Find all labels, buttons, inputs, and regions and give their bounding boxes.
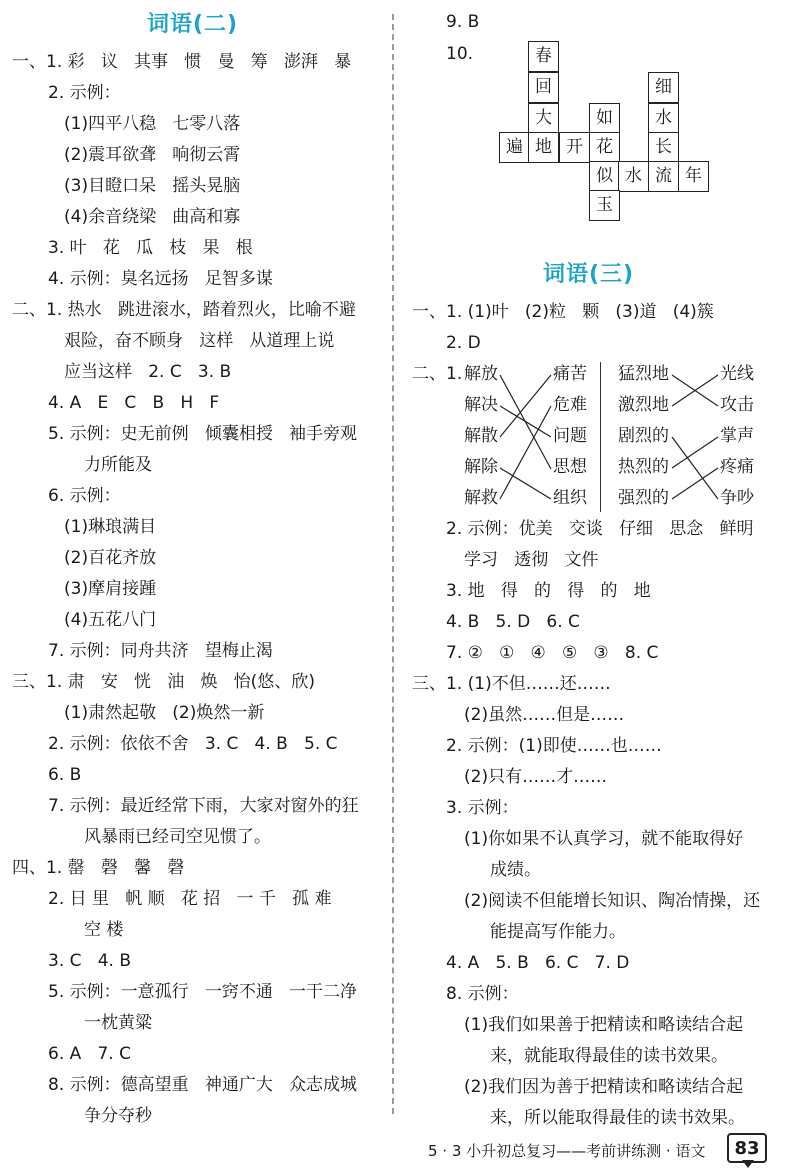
page-number: 83 (727, 1133, 767, 1163)
grid-cell: 如 (589, 103, 620, 134)
left-line-15: 6. 示例： (48, 486, 121, 506)
match-left-item: 解散 (464, 426, 498, 446)
grid-cell: 开 (559, 132, 590, 163)
match-right-item: 攻击 (720, 395, 754, 415)
match-right-item: 危难 (553, 395, 587, 415)
grid-cell: 春 (528, 41, 559, 72)
left-line-2: 2. 示例： (48, 83, 121, 103)
left-line-21: 三、1. 肃 安 恍 油 焕 怡(悠、欣) (12, 672, 315, 692)
left-line-18: (3)摩肩接踵 (64, 579, 157, 599)
grid-cell: 水 (618, 161, 649, 192)
left-line-28: 2. 日 里 帆 顺 花 招 一 千 孤 难 (48, 889, 332, 909)
right-line-b10: 3. 示例： (446, 798, 519, 818)
grid-cell: 流 (648, 161, 679, 192)
right-line-a2: 2. D (446, 333, 481, 353)
right-line-b17: (1)我们如果善于把精读和略读结合起 (464, 1015, 744, 1035)
left-line-3: (1)四平八稳 七零八落 (64, 114, 241, 134)
right-line-b8: 2. 示例：(1)即使……也…… (446, 736, 662, 756)
left-line-11: 应当这样 2. C 3. B (64, 362, 232, 382)
left-line-1: 一、1. 彩 议 其事 惯 曼 筹 澎湃 暴 (12, 52, 352, 72)
right-line-b13: (2)阅读不但能增长知识、陶冶情操，还 (464, 891, 761, 911)
match-left-item: 强烈的 (618, 488, 669, 508)
right-line-b3: 3. 地 得 的 得 的 地 (446, 581, 651, 601)
right-section-title: 词语(三) (543, 262, 635, 287)
right-line-b16: 8. 示例： (446, 984, 519, 1004)
grid-cell: 细 (648, 72, 679, 103)
left-line-9: 二、1. 热水 跳进滚水，踏着烈火，比喻不避 (12, 300, 356, 320)
left-line-30: 3. C 4. B (48, 951, 131, 971)
match-line (672, 468, 718, 499)
right-line-b18: 来，就能取得最佳的读书效果。 (490, 1046, 728, 1066)
page-number-tail (742, 1160, 754, 1168)
left-line-27: 四、1. 罄 磬 馨 磬 (12, 858, 185, 878)
match-right-item: 掌声 (720, 426, 754, 446)
grid-cell: 地 (528, 132, 559, 163)
match-right-item: 疼痛 (720, 457, 754, 477)
left-line-20: 7. 示例：同舟共济 望梅止渴 (48, 641, 273, 661)
grid-cell: 回 (528, 72, 559, 103)
right-line-a1: 一、1. (1)叶 (2)粒 颗 (3)道 (4)簇 (412, 302, 714, 322)
match-right-item: 光线 (720, 364, 754, 384)
grid-cell: 遍 (499, 132, 530, 163)
left-line-24: 6. B (48, 765, 82, 785)
left-line-12: 4. A E C B H F (48, 393, 220, 413)
match-right-item: 思想 (553, 457, 587, 477)
right-q9: 9. B (446, 12, 480, 32)
match-right-item: 问题 (553, 426, 587, 446)
left-line-19: (4)五花八门 (64, 610, 157, 630)
grid-cell: 玉 (589, 190, 620, 221)
right-line-b19: (2)我们因为善于把精读和略读结合起 (464, 1077, 744, 1097)
right-line-b7: (2)虽然……但是…… (464, 705, 625, 725)
right-line-b4: 4. B 5. D 6. C (446, 612, 580, 632)
left-line-14: 力所能及 (84, 455, 152, 475)
match-right-item: 痛苦 (553, 364, 587, 384)
left-line-7: 3. 叶 花 瓜 枝 果 根 (48, 238, 253, 258)
grid-cell: 大 (528, 103, 559, 134)
page-footer: 5 · 3 小升初总复习——考前讲练测 · 语文 (428, 1142, 706, 1160)
right-line-b1: 2. 示例：优美 交谈 仔细 思念 鲜明 (446, 519, 754, 539)
left-line-16: (1)琳琅满目 (64, 517, 157, 537)
match-left-item: 热烈的 (618, 457, 669, 477)
left-line-5: (3)目瞪口呆 摇头晃脑 (64, 176, 241, 196)
left-line-8: 4. 示例：臭名远扬 足智多谋 (48, 269, 273, 289)
right-line-b6: 三、1. (1)不但……还…… (412, 674, 611, 694)
left-line-10: 艰险，奋不顾身 这样 从道理上说 (64, 331, 335, 351)
match-left-item: 剧烈的 (618, 426, 669, 446)
left-line-32: 一枕黄粱 (84, 1013, 152, 1033)
match-left-item: 猛烈地 (618, 364, 669, 384)
match-line (672, 437, 718, 499)
match-left-item: 激烈地 (618, 395, 669, 415)
left-line-31: 5. 示例：一意孤行 一窍不通 一干二净 (48, 982, 358, 1002)
match-left-item: 解放 (464, 364, 498, 384)
left-line-33: 6. A 7. C (48, 1044, 131, 1064)
right-line-b12: 成绩。 (490, 860, 541, 880)
grid-cell: 年 (678, 161, 709, 192)
right-line-b11: (1)你如果不认真学习，就不能取得好 (464, 829, 744, 849)
right-line-a3: 二、1. (412, 364, 463, 384)
left-line-17: (2)百花齐放 (64, 548, 157, 568)
right-line-b2: 学习 透彻 文件 (464, 550, 599, 570)
match-left-item: 解救 (464, 488, 498, 508)
right-line-b5: 7. ② ① ④ ⑤ ③ 8. C (446, 643, 659, 663)
left-line-13: 5. 示例：史无前例 倾囊相授 袖手旁观 (48, 424, 358, 444)
right-line-b9: (2)只有……才…… (464, 767, 608, 787)
left-line-22: (1)肃然起敬 (2)焕然一新 (64, 703, 265, 723)
match-left-item: 解除 (464, 457, 498, 477)
left-line-29: 空 楼 (84, 920, 124, 940)
right-line-b20: 来，所以能取得最佳的读书效果。 (490, 1108, 745, 1128)
right-line-b14: 能提高写作能力。 (490, 922, 626, 942)
right-line-b15: 4. A 5. B 6. C 7. D (446, 953, 630, 973)
grid-cell: 水 (648, 103, 679, 134)
match-left-item: 解决 (464, 395, 498, 415)
left-line-23: 2. 示例：依依不舍 3. C 4. B 5. C (48, 734, 338, 754)
match-right-item: 组织 (553, 488, 587, 508)
left-line-26: 风暴雨已经司空见惯了。 (84, 827, 271, 847)
left-line-35: 争分夺秒 (84, 1106, 152, 1126)
match-line (672, 437, 718, 468)
grid-cell: 长 (648, 132, 679, 163)
right-q10: 10. (446, 44, 474, 64)
left-section-title: 词语(二) (147, 12, 239, 37)
left-line-25: 7. 示例：最近经常下雨，大家对窗外的狂 (48, 796, 359, 816)
left-line-34: 8. 示例：德高望重 神通广大 众志成城 (48, 1075, 358, 1095)
grid-cell: 似 (589, 161, 620, 192)
left-line-4: (2)震耳欲聋 响彻云霄 (64, 145, 241, 165)
grid-cell: 花 (589, 132, 620, 163)
left-line-6: (4)余音绕梁 曲高和寡 (64, 207, 241, 227)
match-right-item: 争吵 (720, 488, 754, 508)
